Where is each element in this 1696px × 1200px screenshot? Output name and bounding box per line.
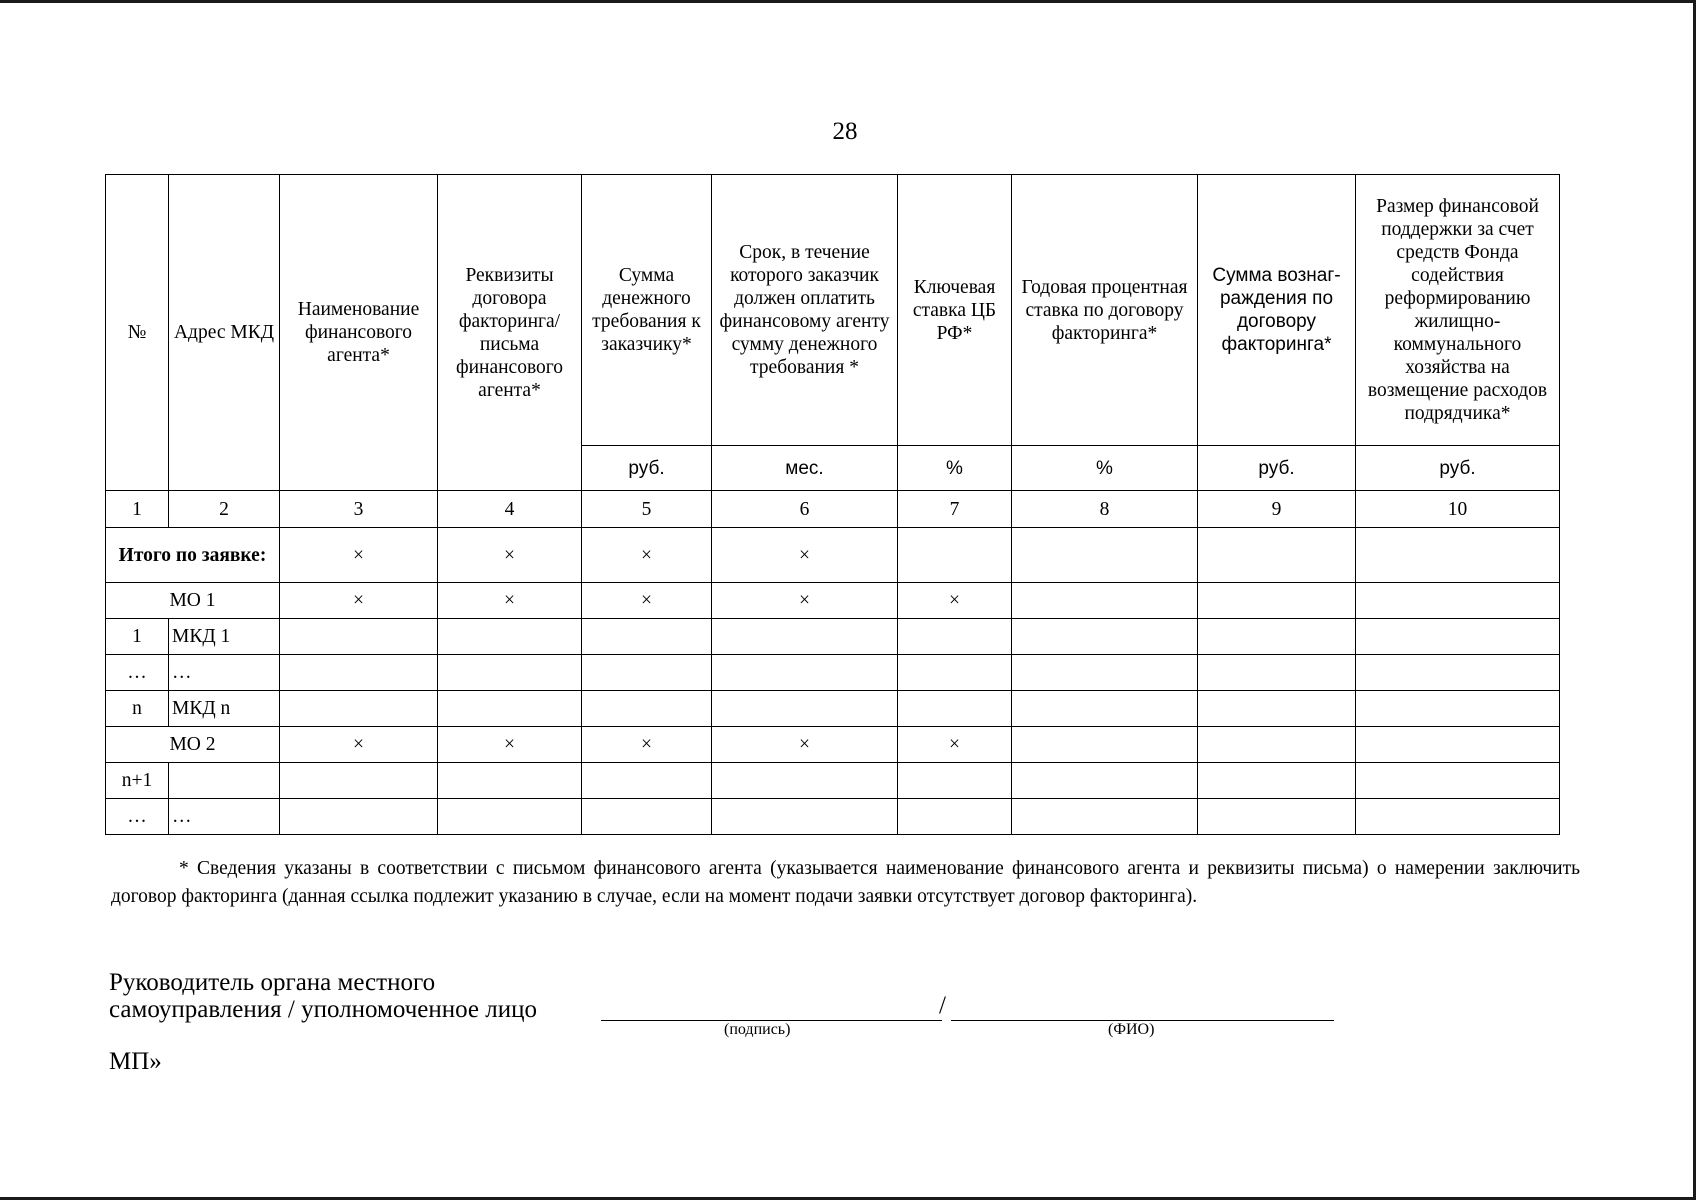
name-caption: (ФИО)	[1108, 1021, 1155, 1038]
table-row	[106, 655, 1560, 691]
empty-cell	[898, 528, 1012, 583]
column-number: 1	[106, 491, 169, 528]
table-row	[106, 691, 1560, 727]
empty-cell	[582, 691, 712, 727]
cross-mark: ×	[898, 727, 1012, 763]
empty-cell	[712, 763, 898, 799]
unit-cell-8: %	[1012, 446, 1198, 491]
column-number: 8	[1012, 491, 1198, 528]
empty-cell	[582, 799, 712, 835]
header-cell-2: Адрес МКД	[169, 175, 280, 491]
empty-cell	[712, 655, 898, 691]
footnote-text: * Сведения указаны в соответствии с письмом финансового агента (указывается наименование финансового агента и реквизиты письма) о намерении заключить договор факторинга (данная ссылка подлежит указанию в случае, если на момент подачи заявки отсутствует договор факторинга).	[111, 858, 1580, 907]
row-address: МКД n	[169, 691, 280, 727]
unit-cell-10: руб.	[1356, 446, 1560, 491]
empty-cell	[1198, 691, 1356, 727]
header-cell-9: Сумма вознаг-раждения по договору факторинга*	[1198, 175, 1356, 446]
signatory-line-2: самоуправления / уполномоченное лицо	[109, 996, 538, 1023]
empty-cell	[582, 763, 712, 799]
column-number: 6	[712, 491, 898, 528]
cross-mark: ×	[898, 583, 1012, 619]
header-cell-3: Наименование финансового агента*	[280, 175, 438, 491]
empty-cell	[582, 619, 712, 655]
row-address	[169, 763, 280, 799]
row-number: …	[106, 799, 169, 835]
factoring-table	[105, 174, 1560, 835]
cross-mark: ×	[280, 528, 438, 583]
table-row	[106, 619, 1560, 655]
empty-cell	[1356, 528, 1560, 583]
mo1-row	[106, 583, 1560, 619]
empty-cell	[712, 619, 898, 655]
row-number: n+1	[106, 763, 169, 799]
empty-cell	[280, 619, 438, 655]
row-address: …	[169, 655, 280, 691]
cross-mark: ×	[712, 727, 898, 763]
signature-caption: (подпись)	[724, 1021, 791, 1038]
column-number: 9	[1198, 491, 1356, 528]
cross-mark: ×	[438, 528, 582, 583]
empty-cell	[582, 655, 712, 691]
empty-cell	[438, 655, 582, 691]
row-address: МКД 1	[169, 619, 280, 655]
empty-cell	[1012, 763, 1198, 799]
empty-cell	[898, 655, 1012, 691]
empty-cell	[280, 691, 438, 727]
cross-mark: ×	[438, 583, 582, 619]
empty-cell	[712, 691, 898, 727]
empty-cell	[438, 619, 582, 655]
empty-cell	[280, 655, 438, 691]
unit-cell-7: %	[898, 446, 1012, 491]
mo2-label: МО 2	[106, 727, 280, 763]
total-row	[106, 528, 1560, 583]
signatory-line-1: Руководитель органа местного	[109, 969, 436, 996]
header-row	[106, 175, 1560, 446]
unit-cell-6: мес.	[712, 446, 898, 491]
empty-cell	[438, 799, 582, 835]
header-cell-4: Реквизиты договора факторинга/ письма финансового агента*	[438, 175, 582, 491]
unit-cell-5: руб.	[582, 446, 712, 491]
empty-cell	[898, 799, 1012, 835]
page-number: 28	[832, 118, 858, 145]
column-number-row	[106, 491, 1560, 528]
empty-cell	[1198, 727, 1356, 763]
empty-cell	[1356, 619, 1560, 655]
header-cell-8: Годовая процентная ставка по договору факторинга*	[1012, 175, 1198, 446]
header-cell-7: Ключевая ставка ЦБ РФ*	[898, 175, 1012, 446]
signature-separator: /	[939, 992, 946, 1019]
total-label: Итого по заявке:	[106, 528, 280, 583]
signature-block	[109, 969, 537, 1023]
column-number: 2	[169, 491, 280, 528]
empty-cell	[1012, 691, 1198, 727]
row-address: …	[169, 799, 280, 835]
row-number: …	[106, 655, 169, 691]
cross-mark: ×	[712, 528, 898, 583]
cross-mark: ×	[280, 583, 438, 619]
column-number: 5	[582, 491, 712, 528]
unit-cell-9: руб.	[1198, 446, 1356, 491]
empty-cell	[1012, 655, 1198, 691]
stamp-place-label: МП»	[109, 1048, 162, 1075]
row-number: 1	[106, 619, 169, 655]
empty-cell	[1198, 655, 1356, 691]
empty-cell	[1356, 763, 1560, 799]
cross-mark: ×	[712, 583, 898, 619]
header-cell-6: Срок, в течение которого заказчик должен оплатить финансовому агенту сумму денежного требования *	[712, 175, 898, 446]
cross-mark: ×	[280, 727, 438, 763]
empty-cell	[280, 799, 438, 835]
column-number: 7	[898, 491, 1012, 528]
cross-mark: ×	[582, 528, 712, 583]
scan-edge-top	[0, 0, 1696, 3]
empty-cell	[712, 799, 898, 835]
empty-cell	[1198, 528, 1356, 583]
mo2-row	[106, 727, 1560, 763]
empty-cell	[1012, 799, 1198, 835]
empty-cell	[1198, 583, 1356, 619]
empty-cell	[1356, 799, 1560, 835]
empty-cell	[1012, 583, 1198, 619]
header-cell-1: №	[106, 175, 169, 491]
table-row	[106, 763, 1560, 799]
empty-cell	[280, 763, 438, 799]
empty-cell	[898, 619, 1012, 655]
column-number: 3	[280, 491, 438, 528]
table-row	[106, 799, 1560, 835]
empty-cell	[1356, 727, 1560, 763]
empty-cell	[1198, 763, 1356, 799]
header-cell-10: Размер финансовой поддержки за счет средств Фонда содействия реформированию жилищно-коммунального хозяйства на возмещение расходов подрядчика*	[1356, 175, 1560, 446]
cross-mark: ×	[582, 727, 712, 763]
cross-mark: ×	[582, 583, 712, 619]
empty-cell	[1356, 583, 1560, 619]
cross-mark: ×	[438, 727, 582, 763]
empty-cell	[1012, 619, 1198, 655]
empty-cell	[1012, 727, 1198, 763]
empty-cell	[438, 763, 582, 799]
empty-cell	[898, 763, 1012, 799]
column-number: 10	[1356, 491, 1560, 528]
empty-cell	[898, 691, 1012, 727]
row-number: n	[106, 691, 169, 727]
header-cell-5: Сумма денежного требования к заказчику*	[582, 175, 712, 446]
empty-cell	[1356, 655, 1560, 691]
empty-cell	[1356, 691, 1560, 727]
footnote	[111, 855, 1580, 911]
mo1-label: МО 1	[106, 583, 280, 619]
empty-cell	[438, 691, 582, 727]
empty-cell	[1012, 528, 1198, 583]
column-number: 4	[438, 491, 582, 528]
empty-cell	[1198, 619, 1356, 655]
empty-cell	[1198, 799, 1356, 835]
